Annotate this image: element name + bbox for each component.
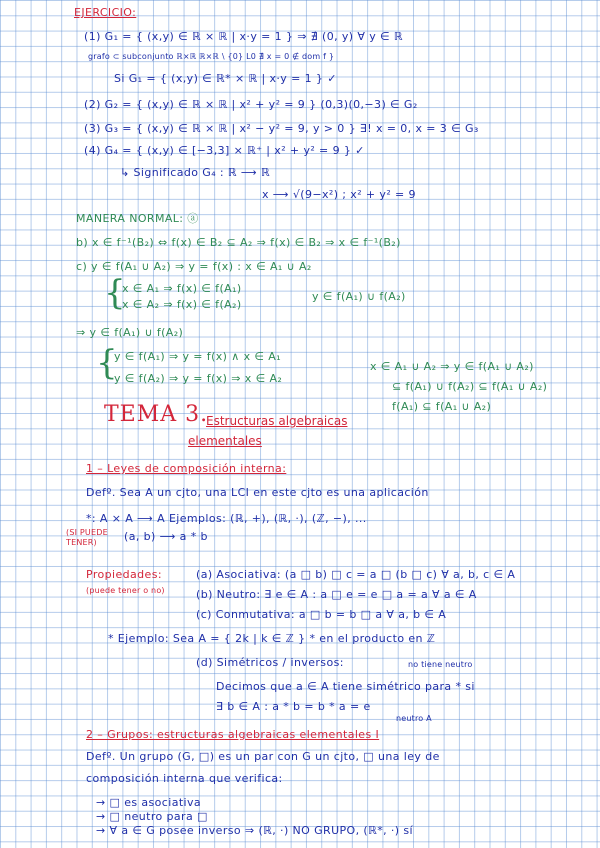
green-line-d: ⇒ y ∈ f(A₁) ∪ f(A₂) (76, 326, 184, 339)
decimos-line: Decimos que a ∈ A tiene simétrico para * si (216, 680, 475, 693)
green-line-d1: y ∈ f(A₁) ⇒ y = f(x) ∧ x ∈ A₁ (114, 350, 282, 363)
line-g4: (4) G₄ = { (x,y) ∈ [−3,3] × ℝ⁺ | x² + y² = 9 } ✓ (84, 144, 365, 157)
grupo-cond-1: → □ es asociativa (96, 796, 202, 809)
green-line-d2: y ∈ f(A₂) ⇒ y = f(x) ⇒ x ∈ A₂ (114, 372, 283, 385)
grupo-cond-2: → □ neutro para □ (96, 810, 208, 823)
line-g1-note: grafo ⊂ subconjunto ℝ×ℝ ℝ×ℝ \ {0} L0 ∄ x = 0 ∉ dom f } (88, 52, 335, 61)
section1-map: *: A × A ⟶ A Ejemplos: (ℝ, +), (ℝ, ·), (ℤ, −), ... (86, 512, 367, 525)
section2-heading: 2 – Grupos: estructuras algebraicas elementales I (86, 728, 380, 741)
line-g4-meaning: ↳ Significado G₄ : ℝ ⟶ ℝ (120, 166, 271, 179)
green-line-c2: x ∈ A₂ ⇒ f(x) ∈ f(A₂) (122, 298, 242, 311)
prop-asociativa: (a) Asociativa: (a □ b) □ c = a □ (b □ c) ∀ a, b, c ∈ A (196, 568, 516, 581)
line-g4-func: x ⟶ √(9−x²) ; x² + y² = 9 (262, 188, 416, 201)
prop-neutro: (b) Neutro: ∃ e ∈ A : a □ e = e □ a = a ∀ a ∈ A (196, 588, 477, 601)
props-label: Propiedades: (86, 568, 162, 581)
green-line-d3: x ∈ A₁ ∪ A₂ ⇒ y ∈ f(A₁ ∪ A₂) (370, 360, 534, 373)
green-line-c3: y ∈ f(A₁) ∪ f(A₂) (312, 290, 406, 303)
green-line-b: b) x ∈ f⁻¹(B₂) ⇔ f(x) ∈ B₂ ⊆ A₂ ⇒ f(x) ∈ B₂ ⇒ x ∈ f⁻¹(B₂) (76, 236, 401, 249)
section2-definition-2: composición interna que verifica: (86, 772, 283, 785)
manera-normal: MANERA NORMAL: ⓐ (76, 212, 199, 225)
green-line-c: c) y ∈ f(A₁ ∪ A₂) ⇒ y = f(x) : x ∈ A₁ ∪ A₂ (76, 260, 312, 273)
prop-conmutativa: (c) Conmutativa: a □ b = b □ a ∀ a, b ∈ A (196, 608, 447, 621)
line-g1: (1) G₁ = { (x,y) ∈ ℝ × ℝ | x·y = 1 } ⇒ ∄ (0, y) ∀ y ∈ ℝ (84, 30, 403, 43)
grupo-cond-3: → ∀ a ∈ G posee inverso ⇒ (ℝ, ·) NO GRUPO, (ℝ*, ·) sí (96, 824, 413, 837)
prop-simetricos: (d) Simétricos / inversos: (196, 656, 344, 669)
green-brace-1: { (104, 273, 126, 313)
exercise-heading: EJERCICIO: (74, 6, 137, 19)
decimos-line-2: ∃ b ∈ A : a * b = b * a = e (216, 700, 371, 713)
neutro-note: neutro A (396, 714, 432, 723)
section1-map2: (a, b) ⟶ a * b (124, 530, 208, 543)
section1-note: (SI PUEDE TENER) (66, 528, 108, 547)
tema-subtitle-1: Estructuras algebraicas (206, 414, 348, 428)
line-g1-fix: Si G₁ = { (x,y) ∈ ℝ* × ℝ | x·y = 1 } ✓ (114, 72, 337, 85)
green-brace-2: { (96, 343, 118, 383)
tema-title: TEMA 3. (104, 402, 209, 427)
section1-heading: 1 – Leyes de composición interna: (86, 462, 287, 475)
ejemplo-line: * Ejemplo: Sea A = { 2k | k ∈ ℤ } * en el producto en ℤ (108, 632, 436, 645)
green-line-c1: x ∈ A₁ ⇒ f(x) ∈ f(A₁) (122, 282, 242, 295)
prop-d-note: no tiene neutro (408, 660, 473, 669)
props-note: (puede tener o no) (86, 586, 165, 595)
line-g2: (2) G₂ = { (x,y) ∈ ℝ × ℝ | x² + y² = 9 } (0,3)(0,−3) ∈ G₂ (84, 98, 418, 111)
line-g3: (3) G₃ = { (x,y) ∈ ℝ × ℝ | x² − y² = 9, y > 0 } ∃! x = 0, x = 3 ∈ G₃ (84, 122, 479, 135)
green-line-d4: ⊆ f(A₁) ∪ f(A₂) ⊆ f(A₁ ∪ A₂) (392, 380, 548, 393)
green-line-d5: f(A₁) ⊆ f(A₁ ∪ A₂) (392, 400, 492, 413)
section1-definition: Defº. Sea A un cjto, una LCI en este cjto es una aplicación (86, 486, 429, 499)
section2-definition: Defº. Un grupo (G, □) es un par con G un cjto, □ una ley de (86, 750, 440, 763)
tema-subtitle-2: elementales (188, 434, 262, 448)
